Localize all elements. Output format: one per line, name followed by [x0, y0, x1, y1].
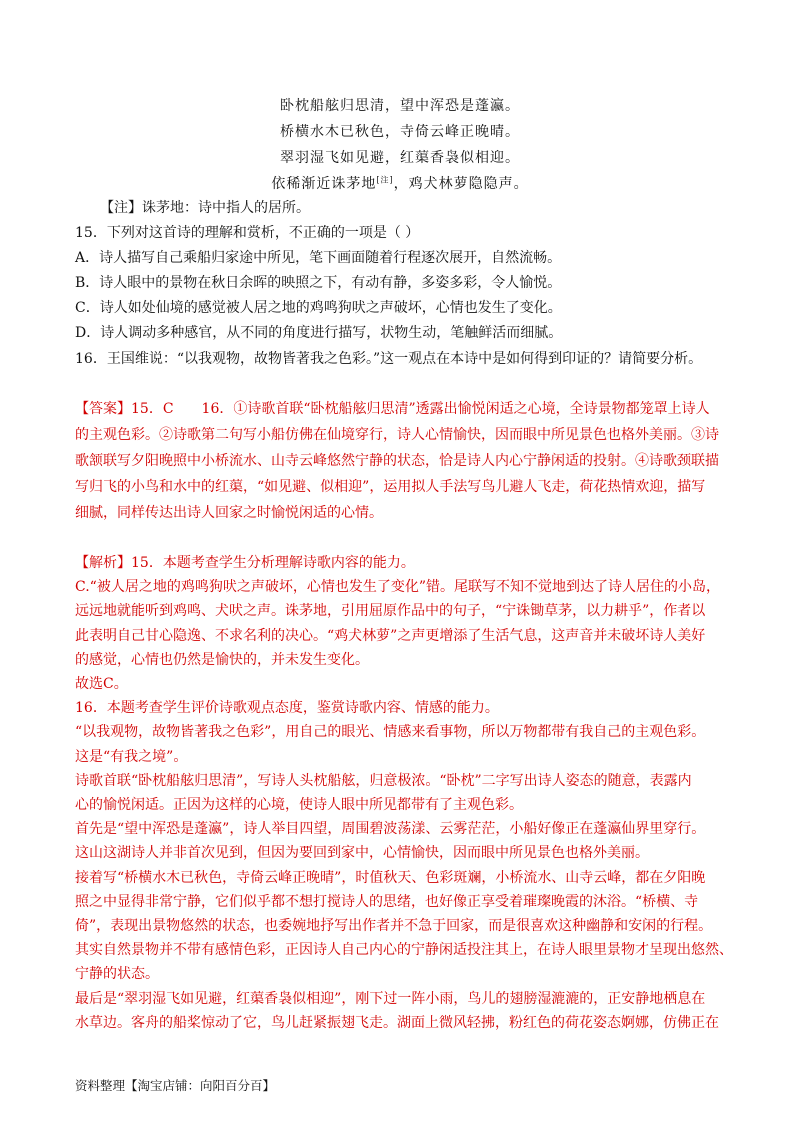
answer-line-2: 的主观色彩。②诗歌第二句写小船仿佛在仙境穿行，诗人心情愉快，因而眼中所见景色也格外美丽。③诗 [75, 427, 719, 443]
analysis-line-14: 接着写“桥横水木已秋色，寺倚云峰正晚晴”，时值秋天、色彩斑斓，小桥流水、山寺云峰，都在夕阳晚 [75, 869, 706, 886]
question-16-stem: 16．王国维说：“以我观物，故物皆著我之色彩。”这一观点在本诗中是如何得到印证的？请简要分析。 [75, 351, 703, 367]
answer-tag: 【答案】15．C [75, 401, 174, 417]
poem-note: 【注】诛茅地：诗中指人的居所。 [100, 200, 310, 216]
analysis-line-11: 心的愉悦闲适。正因为这样的心境，使诗人眼中所见都带有了主观色彩。 [75, 797, 523, 813]
analysis-line-17: 其实自然景物并不带有感情色彩，正因诗人自己内心的宁静闲适投注其上，在诗人眼里景物才呈现出悠然、 [75, 942, 733, 959]
poem-line-4-text-a: 依稀渐近诛茅地 [271, 176, 377, 192]
analysis-line-8: “以我观物，故物皆著我之色彩”，用自己的眼光、情感来看事物，所以万物都带有我自己的主观色彩。 [75, 724, 706, 741]
poem-line-4-text-b: ，鸡犬林萝隐隐声。 [393, 176, 529, 192]
question-15-option-a: A．诗人描写自己乘船归家途中所见，笔下画面随着行程逐次展开，自然流畅。 [75, 250, 562, 266]
poem-line-3: 翠羽湿飞如见避，红蕖香袅似相迎。 [280, 150, 520, 166]
footnote-marker: [注] [376, 175, 394, 185]
page-footer: 资料整理【淘宝店铺：向阳百分百】 [75, 1078, 276, 1093]
analysis-line-6: 故选C。 [75, 676, 128, 692]
analysis-line-20: 水草边。客舟的船桨惊动了它，鸟儿赶紧振翅飞走。湖面上微风轻拂，粉红色的荷花姿态婀娜，仿佛正在 [75, 1014, 719, 1031]
analysis-line-5: 的感觉，心情也仍然是愉快的，并未发生变化。 [75, 651, 369, 668]
analysis-line-2: C.“被人居之地的鸡鸣狗吠之声破坏，心情也发生了变化”错。尾联写不知不觉地到达了诗人居住的小岛， [75, 579, 720, 596]
question-15-option-b: B．诗人眼中的景物在秋日余晖的映照之下，有动有静，多姿多彩，令人愉悦。 [75, 275, 562, 291]
question-15-option-d: D．诗人调动多种感官，从不同的角度进行描写，状物生动，笔触鲜活而细腻。 [75, 325, 563, 341]
analysis-line-1: 【解析】15．本题考查学生分析理解诗歌内容的能力。 [75, 555, 415, 571]
analysis-line-15: 照之中显得非常宁静，它们似乎都不想打搅诗人的思绪，也好像正享受着璀璨晚霞的沐浴。“桥横、寺 [75, 893, 699, 910]
answer-16-lead: 16．①诗歌首联“卧枕船舷归思清”透露出愉悦闲适之心境，全诗景物都笼罩上诗人 [201, 401, 710, 417]
question-15-option-c: C．诗人如处仙境的感觉被人居之地的鸡鸣狗吠之声破坏，心情也发生了变化。 [75, 300, 562, 316]
answer-line-4: 写归飞的小鸟和水中的红蕖，“如见避、似相迎”，运用拟人手法写鸟儿避人飞走，荷花热情欢迎，描写 [75, 479, 706, 495]
poem-line-2: 桥横水木已秋色，寺倚云峰正晚晴。 [280, 124, 520, 140]
analysis-line-4: 此表明自己甘心隐逸、不求名利的决心。“鸡犬林萝”之声更增添了生活气息，这声音并未破坏诗人美好 [75, 627, 706, 644]
poem-line-4 [0, 173, 800, 193]
analysis-line-19: 最后是“翠羽湿飞如见避，红蕖香袅似相迎”，刚下过一阵小雨，鸟儿的翅膀湿漉漉的，正安静地栖息在 [75, 990, 706, 1007]
analysis-line-9: 这是“有我之境”。 [75, 748, 188, 765]
analysis-line-7: 16．本题考查学生评价诗歌观点态度，鉴赏诗歌内容、情感的能力。 [75, 700, 499, 717]
analysis-line-3: 远远地就能听到鸡鸣、犬吠之声。诛茅地，引用屈原作品中的句子，“宁诛锄草茅，以力耕乎”，作者以 [75, 603, 706, 620]
analysis-line-12: 首先是“望中浑恐是蓬瀛”，诗人举目四望，周围碧波荡漾、云雾茫茫，小船好像正在蓬瀛仙界里穿行。 [75, 821, 706, 838]
analysis-line-16: 倚”，表现出景物悠然的状态，也委婉地抒写出作者并不急于回家，而是很喜欢这种幽静和安闲的行程。 [75, 918, 713, 934]
analysis-line-18: 宁静的状态。 [75, 966, 159, 983]
question-15-stem: 15．下列对这首诗的理解和赏析，不正确的一项是（ ） [75, 225, 420, 241]
poem-line-1: 卧枕船舷归思清，望中浑恐是蓬瀛。 [280, 98, 520, 114]
analysis-line-13: 这山这湖诗人并非首次见到，但因为要回到家中，心情愉快，因而眼中所见景色也格外美丽。 [75, 845, 649, 862]
analysis-line-10: 诗歌首联“卧枕船舷归思清”，写诗人头枕船舷，归意极浓。“卧枕”二字写出诗人姿态的随意，表露内 [75, 772, 692, 789]
answer-line-1 [75, 398, 735, 418]
answer-line-3: 歌颔联写夕阳晚照中小桥流水、山寺云峰悠然宁静的状态，恰是诗人内心宁静闲适的投射。④诗歌颈联描 [75, 453, 719, 469]
answer-line-5: 细腻，同样传达出诗人回家之时愉悦闲适的心情。 [75, 505, 383, 521]
